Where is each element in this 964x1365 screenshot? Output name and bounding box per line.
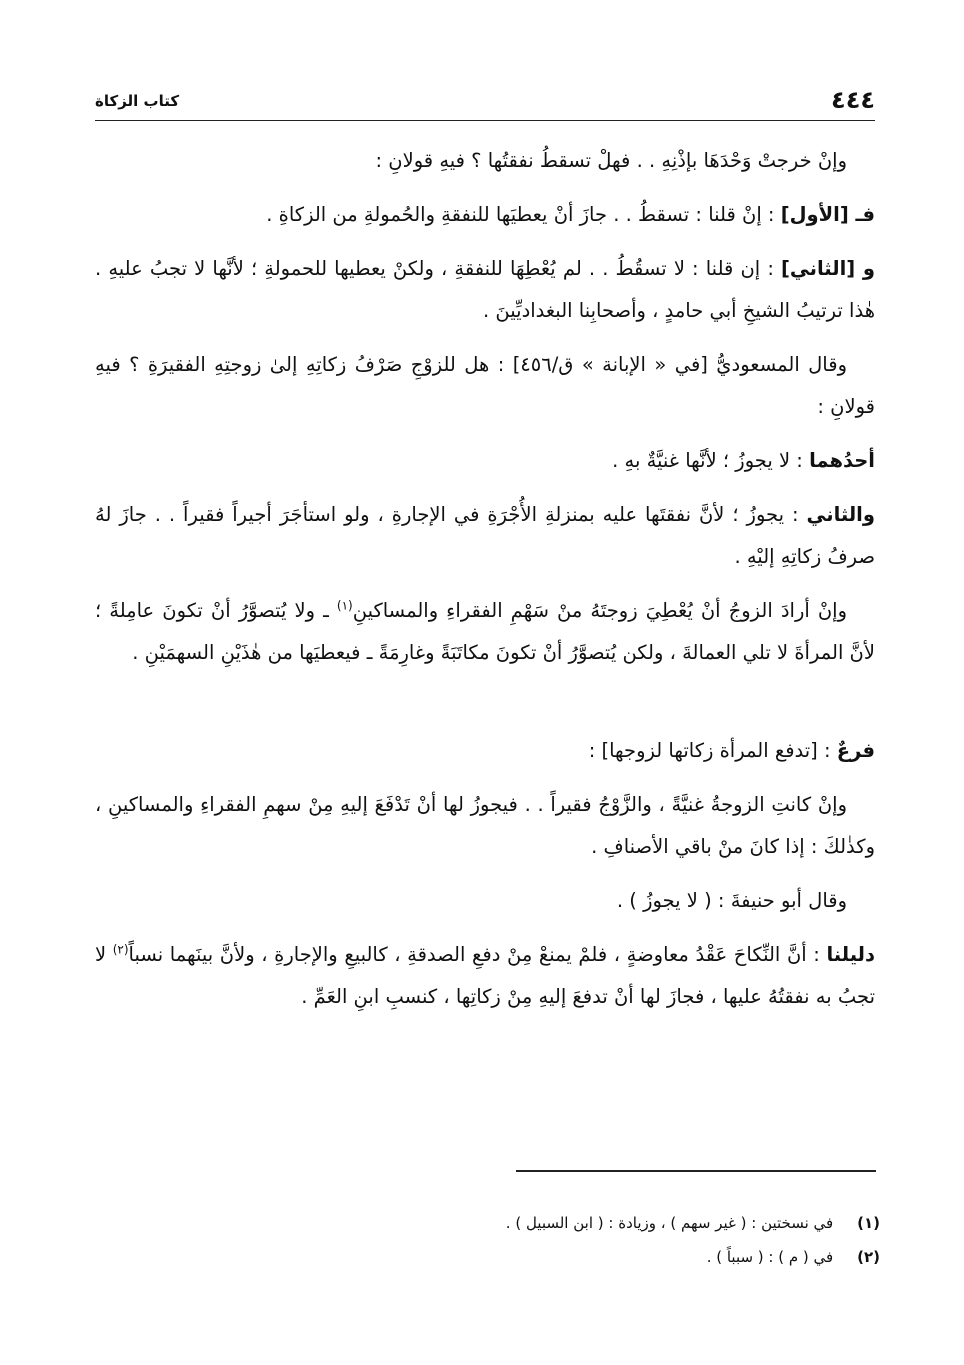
paragraph-text: لا تجبُ به نفقتُهُ عليها ، فجازَ لها أنْ تدفعَ إليهِ مِنْ زكاتِها ، كنسبِ ابنِ العَمِّ .	[95, 943, 875, 1008]
paragraph	[95, 934, 875, 1018]
paragraph-text: : لا يجوزُ ؛ لأنَّها غنيَّةٌ بهِ .	[612, 449, 810, 472]
footnote-number: (١)	[857, 1214, 880, 1232]
paragraph	[95, 494, 875, 578]
main-text	[95, 140, 875, 1030]
section-heading	[95, 730, 875, 772]
paragraph-label: أحدُهما	[809, 449, 875, 472]
section-gap	[95, 686, 875, 730]
paragraph-text: وإنْ كانتِ الزوجةُ غنيَّةً ، والزَّوْجُ فقيراً . . فيجوزُ لها أنْ تَدْفَعَ إليهِ مِنْ سهمِ الفقراءِ والمساكينِ ، وكذٰلكَ : إذا كانَ منْ باقي الأصنافِ .	[95, 793, 875, 858]
paragraph	[95, 784, 875, 868]
paragraph-text: : يجوزُ ؛ لأنَّ نفقتَها عليه بمنزلةِ الأُجْرَةِ في الإجارةِ ، ولو استأجَرَ أجيراً فقيراً . . جازَ لهُ صرفُ زكاتِهِ إليْهِ .	[95, 503, 875, 568]
paragraph-text: وإنْ خرجتْ وَحْدَهَا بإذْنِهِ . . فهلْ تسقطُ نفقتُها ؟ فيهِ قولانِ :	[375, 149, 847, 172]
footnote-text: في ( م ) : ( سبباً ) .	[706, 1248, 834, 1266]
paragraph-text: : أنَّ النِّكاحَ عَقْدُ معاوضةٍ ، فلمْ يمنعْ مِنْ دفعِ الصدقةِ ، كالبيعِ والإجارةِ ، ولأنَّ بينَهما نسباً	[128, 943, 827, 966]
paragraph-text: وقال المسعوديُّ [في « الإبانة » ق/٤٥٦] : هل للزوْجِ صَرْفُ زكاتِهِ إلىٰ زوجتِهِ الفقيرَةِ ؟ فيهِ قولانِ :	[95, 353, 875, 418]
footnote-number: (٢)	[857, 1248, 880, 1266]
paragraph-label: دليلنا	[826, 943, 875, 966]
footnote	[95, 1240, 880, 1274]
paragraph-text: : إنْ قلنا : تسقطُ . . جازَ أنْ يعطيَها للنفقةِ والحُمولةِ من الزكاةِ .	[266, 203, 781, 226]
paragraph	[95, 140, 875, 182]
footnote	[95, 1206, 880, 1240]
paragraph	[95, 344, 875, 428]
paragraph-label: والثاني	[806, 503, 875, 526]
footnote-ref: (٢)	[112, 942, 129, 957]
paragraph-label: فـ [الأول]	[780, 203, 875, 226]
paragraph	[95, 880, 875, 922]
paragraph	[95, 440, 875, 482]
paragraph-text: ـ ولا يُتصوَّرُ أنْ تكونَ عامِلةً ؛ لأنَّ المرأةَ لا تلي العمالةَ ، ولكن يُتصوَّرُ أنْ تكونَ مكاتَبَةً وغارِمَةً ـ فيعطيَها من هٰذَيْنِ السهمَيْنِ .	[95, 599, 875, 664]
footnote-ref: (١)	[336, 598, 353, 613]
paragraph	[95, 590, 875, 674]
paragraph	[95, 194, 875, 236]
page-number: ٤٤٤	[831, 86, 875, 114]
paragraph-label: و [الثاني]	[781, 257, 876, 280]
running-title: كتاب الزكاة	[95, 92, 180, 110]
paragraph-text: : إن قلنا : لا تسقُطُ . . لم يُعْطِهَا للنفقةِ ، ولكنْ يعطيها للحمولةِ ؛ لأنَّها لا تجبُ عليهِ . هٰذا ترتيبُ الشيخِ أبي حامدٍ ، وأصحابِنا البغداديِّينَ .	[95, 257, 875, 322]
footnote-text: في نسختين : ( غير سهم ) ، وزيادة : ( ابن السبيل ) .	[505, 1214, 834, 1232]
paragraph	[95, 248, 875, 332]
paragraph-label: فرعٌ	[836, 739, 875, 762]
paragraph-text: : [تدفع المرأة زكاتها لزوجها] :	[588, 739, 837, 762]
footnote-divider	[516, 1170, 876, 1172]
page-header	[95, 86, 875, 121]
footnotes	[95, 1206, 880, 1274]
paragraph-text: وإنْ أرادَ الزوجُ أنْ يُعْطِيَ زوجتَهُ منْ سَهْمِ الفقراءِ والمساكينِ	[352, 599, 847, 622]
paragraph-text: وقال أبو حنيفةَ : ( لا يجوزُ ) .	[616, 889, 847, 912]
